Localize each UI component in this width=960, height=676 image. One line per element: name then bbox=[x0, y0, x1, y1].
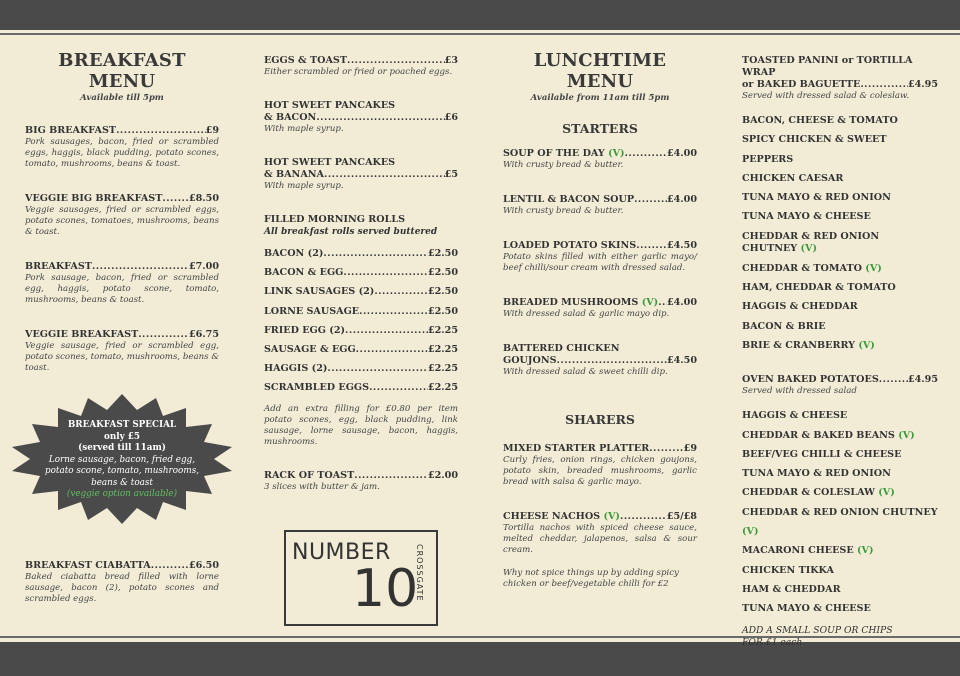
menu-item bbox=[503, 343, 697, 378]
item-name: TOASTED PANINI or TORTILLA WRAP bbox=[742, 55, 913, 78]
menu-item bbox=[503, 443, 697, 488]
menu-item bbox=[264, 157, 458, 192]
topping-item: TUNA MAYO & CHEESE bbox=[742, 603, 871, 615]
menu-item bbox=[264, 55, 458, 78]
roll-item: SAUSAGE & EGG ..... £2.25 bbox=[264, 340, 458, 359]
lunch-column-2 bbox=[742, 55, 938, 649]
item-price: £6.75 bbox=[188, 329, 219, 340]
item-desc: Curly fries, onion rings, chicken goujons, potato skin, breaded mushrooms, garlic bread with salsa & garlic mayo. bbox=[503, 455, 697, 487]
item-price: £4.00 bbox=[666, 194, 697, 205]
logo-ten-text: 10 bbox=[352, 559, 419, 619]
menu-item bbox=[25, 329, 219, 374]
item-desc: Veggie sausage, fried or scrambled egg, potato scones, tomato, mushrooms, beans & toast. bbox=[25, 341, 219, 373]
item-name: LOADED POTATO SKINS bbox=[503, 240, 637, 251]
item-desc: With crusty bread & butter. bbox=[503, 206, 624, 216]
item-desc: Baked ciabatta bread filled with lorne sausage, bacon (2), potato scones and scrambled eggs. bbox=[25, 572, 219, 604]
item-desc: 3 slices with butter & jam. bbox=[264, 481, 380, 492]
rolls-extra-note: Add an extra filling for £0.80 per item potato scones, egg, black pudding, link sausage, lorne sausage, bacon, haggis, mushrooms. bbox=[264, 403, 458, 447]
roll-item: HAGGIS (2) ..... £2.25 bbox=[264, 359, 458, 378]
item-price: £6.50 bbox=[188, 560, 219, 571]
menu-item bbox=[503, 297, 697, 320]
item-desc: With crusty bread & butter. bbox=[503, 160, 624, 170]
item-price: £4.00 bbox=[666, 148, 697, 159]
item-name: HOT SWEET PANCAKES bbox=[264, 157, 396, 168]
topping-item: BEEF/VEG CHILLI & CHEESE bbox=[742, 448, 902, 460]
item-desc: With dressed salad & garlic mayo dip. bbox=[503, 309, 670, 319]
rolls-section bbox=[264, 214, 458, 448]
item-desc: With maple syrup. bbox=[264, 124, 344, 134]
item-price: £5 bbox=[444, 169, 458, 180]
item-name: VEGGIE BIG BREAKFAST bbox=[25, 193, 163, 204]
item-desc: Pork sausage, bacon, fried or scrambled egg, haggis, potato scone, tomato, mushrooms, beans & toast. bbox=[25, 273, 219, 305]
item-desc: Tortilla nachos with spiced cheese sauce, melted cheddar, jalapenos, salsa & sour cream. bbox=[503, 523, 697, 555]
item-name: EGGS & TOAST bbox=[264, 55, 347, 66]
menu-item bbox=[503, 511, 697, 556]
item-name: BIG BREAKFAST bbox=[25, 125, 117, 136]
top-rule bbox=[0, 33, 960, 35]
menu-item bbox=[264, 470, 458, 493]
roll-item: BACON (2) ..... £2.50 bbox=[264, 244, 458, 263]
item-name: MIXED STARTER PLATTER bbox=[503, 443, 650, 454]
item-name-2: & BACON bbox=[264, 112, 317, 123]
item-price: £4.95 bbox=[907, 374, 938, 386]
topping-item: MACARONI CHEESE (V) bbox=[742, 545, 874, 557]
item-name: BREADED MUSHROOMS bbox=[503, 297, 639, 308]
item-name: CHEESE NACHOS bbox=[503, 511, 601, 522]
starters-heading: STARTERS bbox=[562, 121, 638, 136]
topping-item: HAGGIS & CHEESE bbox=[742, 410, 848, 422]
filling-item: HAGGIS & CHEDDAR bbox=[742, 301, 858, 313]
item-name: BATTERED CHICKEN bbox=[503, 343, 620, 354]
item-price: £6 bbox=[444, 112, 458, 123]
topping-item: HAM & CHEDDAR bbox=[742, 583, 841, 595]
item-name: BREAKFAST bbox=[25, 261, 92, 272]
menu-item bbox=[25, 261, 219, 306]
filling-item: CHEDDAR & TOMATO (V) bbox=[742, 262, 882, 274]
item-desc: Veggie sausages, fried or scrambled eggs, potato scones, tomatoes, mushrooms, beans & toast. bbox=[25, 205, 219, 237]
item-name-2: & BANANA bbox=[264, 169, 324, 180]
filling-item: TUNA MAYO & CHEESE bbox=[742, 211, 871, 223]
filling-item: BACON, CHEESE & TOMATO bbox=[742, 115, 898, 126]
item-desc: Served with dressed salad bbox=[742, 386, 857, 397]
item-name-2: or BAKED BAGUETTE bbox=[742, 79, 861, 90]
item-desc: Potato skins filled with either garlic mayo/ beef chilli/sour cream with dressed salad. bbox=[503, 252, 697, 273]
item-price: £4.50 bbox=[666, 240, 697, 251]
item-price: £7.00 bbox=[188, 261, 219, 272]
topping-item: CHICKEN TIKKA bbox=[742, 564, 834, 576]
menu-item bbox=[25, 560, 219, 605]
item-desc: Served with dressed salad & coleslaw. bbox=[742, 91, 910, 101]
item-name: BREAKFAST CIABATTA bbox=[25, 560, 151, 571]
roll-item: SCRAMBLED EGGS ..... £2.25 bbox=[264, 378, 458, 397]
fillings-list bbox=[742, 111, 938, 355]
breakfast-column-2 bbox=[264, 55, 458, 493]
lunch-menu-subtitle: Available from 11am till 5pm bbox=[530, 93, 670, 103]
logo-crossgate-text: CROSSGATE bbox=[415, 544, 424, 602]
item-name: HOT SWEET PANCAKES bbox=[264, 100, 396, 111]
filling-item: CHEDDAR & RED ONION CHUTNEY (V) bbox=[742, 230, 880, 254]
item-price: £8.50 bbox=[188, 193, 219, 204]
menu-item bbox=[25, 193, 219, 238]
item-desc: With dressed salad & sweet chilli dip. bbox=[503, 367, 668, 377]
veg-marker: (V) bbox=[603, 511, 620, 522]
item-price: £4.95 bbox=[907, 79, 938, 90]
item-name: OVEN BAKED POTATOES bbox=[742, 374, 879, 386]
topping-item: CHEDDAR & COLESLAW (V) bbox=[742, 487, 895, 499]
toppings-list bbox=[742, 406, 938, 618]
filling-item: TUNA MAYO & RED ONION bbox=[742, 192, 891, 204]
special-title: BREAKFAST SPECIAL bbox=[67, 420, 177, 430]
item-name: RACK OF TOAST bbox=[264, 469, 355, 481]
filling-item: BRIE & CRANBERRY (V) bbox=[742, 339, 875, 351]
topping-item: CHEDDAR & BAKED BEANS (V) bbox=[742, 429, 915, 441]
item-name: SOUP OF THE DAY bbox=[503, 148, 605, 159]
special-veggie: (veggie option available) bbox=[66, 489, 178, 499]
special-price: only £5 bbox=[103, 431, 141, 442]
item-desc: Either scrambled or fried or poached eggs. bbox=[264, 67, 453, 77]
item-price: £3 bbox=[444, 55, 458, 66]
top-band bbox=[0, 0, 960, 30]
filling-item: BACON & BRIE bbox=[742, 320, 826, 332]
lunch-menu-title: LUNCHTIME MENU bbox=[533, 50, 667, 92]
rolls-subtitle: All breakfast rolls served buttered bbox=[264, 227, 438, 237]
item-price: £5/£8 bbox=[666, 511, 697, 522]
breakfast-special bbox=[40, 420, 204, 501]
menu-item bbox=[503, 148, 697, 171]
filling-item: SPICY CHICKEN & SWEET PEPPERS bbox=[742, 134, 887, 165]
item-name: LENTIL & BACON SOUP bbox=[503, 194, 635, 205]
special-desc: Lorne sausage, bacon, fried egg, potato scone, tomato, mushrooms, beans & toast bbox=[44, 454, 199, 488]
item-price: £9 bbox=[205, 125, 219, 136]
roll-item: BACON & EGG ..... £2.50 bbox=[264, 263, 458, 282]
item-name-2: GOUJONS bbox=[503, 355, 557, 366]
lunch-column bbox=[503, 50, 697, 590]
menu-item bbox=[503, 194, 697, 217]
topping-item: TUNA MAYO & RED ONION bbox=[742, 468, 891, 480]
item-price: £9 bbox=[683, 443, 697, 454]
breakfast-menu-subtitle: Available till 5pm bbox=[80, 93, 164, 103]
item-price: £4.00 bbox=[666, 297, 697, 308]
veg-marker: (V) bbox=[608, 148, 625, 159]
roll-item: FRIED EGG (2) ..... £2.25 bbox=[264, 321, 458, 340]
spice-note: Why not spice things up by adding spicy chicken or beef/vegetable chilli for £2 bbox=[503, 568, 679, 589]
rolls-title: FILLED MORNING ROLLS bbox=[264, 214, 406, 225]
veg-marker: (V) bbox=[641, 297, 659, 308]
menu-item bbox=[742, 374, 938, 397]
menu-item bbox=[503, 240, 697, 274]
item-desc: With maple syrup. bbox=[264, 181, 344, 191]
addon-note: ADD A SMALL SOUP OR CHIPS FOR £1 each bbox=[742, 624, 893, 648]
item-price: £4.50 bbox=[666, 355, 697, 366]
roll-item: LINK SAUSAGES (2) ..... £2.50 bbox=[264, 282, 458, 301]
topping-item: CHEDDAR & RED ONION CHUTNEY (V) bbox=[742, 506, 938, 538]
roll-item: LORNE SAUSAGE ..... £2.50 bbox=[264, 302, 458, 321]
filling-item: CHICKEN CAESAR bbox=[742, 172, 844, 184]
number-10-logo bbox=[284, 530, 438, 626]
item-desc: Pork sausages, bacon, fried or scrambled eggs, haggis, black pudding, potato scones, tomato, mushrooms, beans & toast. bbox=[25, 137, 219, 169]
menu-item bbox=[25, 125, 219, 170]
item-name: VEGGIE BREAKFAST bbox=[25, 329, 139, 340]
logo-number-text: NUMBER bbox=[292, 540, 391, 565]
item-price: £2.00 bbox=[427, 469, 458, 481]
menu-item bbox=[264, 100, 458, 135]
special-served: (served till 11am) bbox=[78, 443, 166, 453]
filling-item: HAM, CHEDDAR & TOMATO bbox=[742, 282, 896, 294]
menu-item bbox=[742, 55, 938, 102]
breakfast-menu-title: BREAKFAST MENU bbox=[58, 50, 186, 92]
sharers-heading: SHARERS bbox=[565, 412, 635, 427]
breakfast-column bbox=[25, 50, 219, 374]
